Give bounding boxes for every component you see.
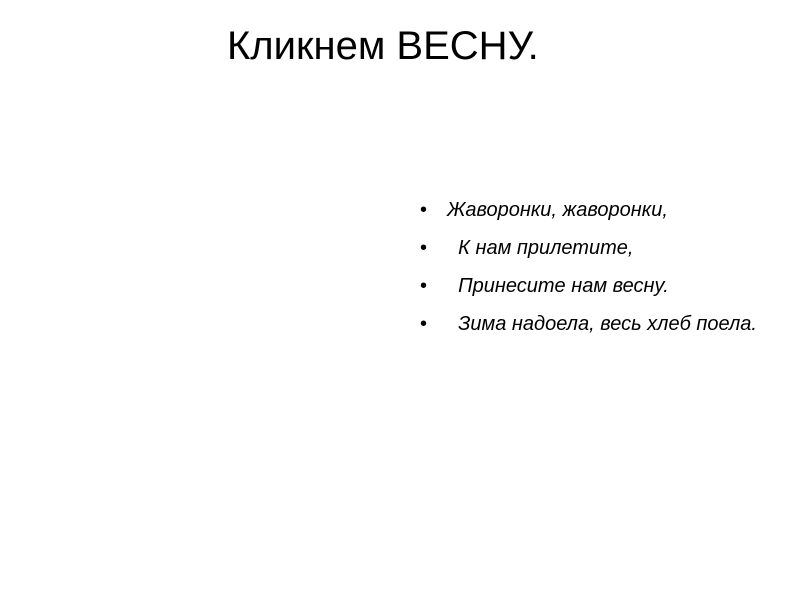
bullet-item: [420, 198, 760, 222]
bullet-item: [420, 236, 760, 260]
bullet-item: [420, 312, 760, 336]
slide-title: Кликнем ВЕСНУ.: [227, 24, 539, 68]
bullet-dot-icon: •: [420, 199, 428, 221]
bullet-list: [420, 198, 760, 350]
bullet-dot-icon: •: [420, 313, 428, 335]
bullet-text: К нам прилетите,: [447, 237, 634, 259]
bullet-text: Зима надоела, весь хлеб поела.: [447, 313, 757, 335]
bullet-text: Принесите нам весну.: [447, 275, 669, 297]
bullet-dot-icon: •: [420, 275, 428, 297]
bullet-dot-icon: •: [420, 237, 428, 259]
bullet-item: [420, 274, 760, 298]
bullet-text: Жаворонки, жаворонки,: [447, 199, 668, 221]
